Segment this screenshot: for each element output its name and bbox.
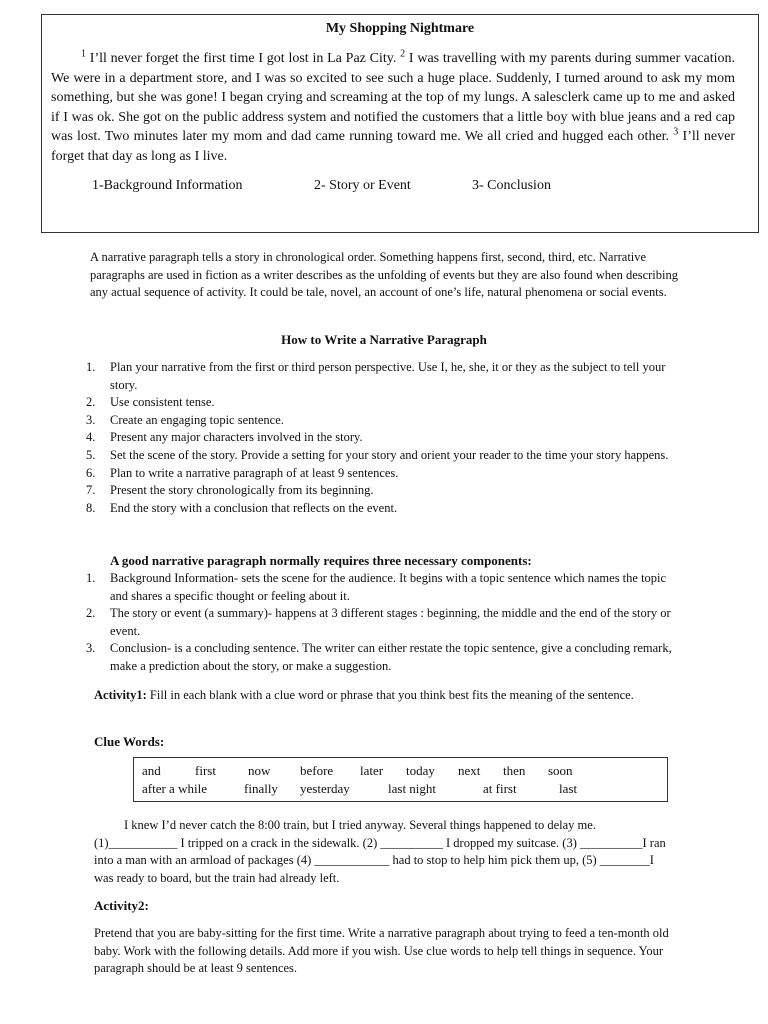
clue-word: at first [483,781,517,796]
sentence-number-3: 3 [673,126,679,138]
components-list [86,570,678,676]
list-item: 7. Present the story chronologically from its beginning. [86,483,374,498]
clue-word: last [559,781,578,796]
clue-word: finally [244,781,278,796]
clue-word: yesterday [300,781,350,796]
story-sentence-3: I’ll never forget that day as long as I live. [51,129,735,164]
part-label-conclusion: 3- Conclusion [472,178,551,193]
activity1-instruction: Activity1: Fill in each blank with a clue word or phrase that you think best fits the meaning of the sentence. [94,688,634,702]
how-to-heading: How to Write a Narrative Paragraph [281,332,487,347]
story-title: My Shopping Nightmare [325,21,475,36]
story-paragraph [51,49,735,167]
part-label-story: 2- Story or Event [314,178,411,193]
activity2-label: Activity2: [94,898,149,913]
story-sentence-1: I’ll never forget the first time I got lost in La Paz City. [86,51,401,66]
list-item: 8. End the story with a conclusion that reflects on the event. [86,500,398,515]
activity1-exercise: I knew I’d never catch the 8:00 train, but I tried anyway. Several things happened to delay me. (1)___________ I tripped on a crack in the sidewalk. (2) __________ I dropped my suitcase. (3) __________I ran into a man with an armload of packages (4) ____________ had to stop to help him pick them up, (5) ________I was ready to board, but the train had already left. [94,818,666,885]
clue-words-title: Clue Words: [94,734,165,749]
clue-word: later [360,763,384,778]
list-item: 2. Use consistent tense. [86,395,215,410]
list-item: 3. Conclusion- is a concluding sentence. The writer can either restate the topic sentence, give a concluding remark, make a prediction about the story, or make a suggestion. [86,641,672,673]
intro-paragraph: A narrative paragraph tells a story in chronological order. Something happens first, second, third, etc. Narrative paragraphs are used in fiction as a writer describes as the unfolding of events but they are also found when describing any actual sequence of activity. It could be tale, novel, an account of one’s life, natural phenomena or social events. [90,250,679,300]
part-label-background: 1-Background Information [92,178,243,193]
clue-word: now [248,763,271,778]
clue-word: first [195,763,216,778]
components-heading: A good narrative paragraph normally requires three necessary components: [110,553,532,568]
list-item: 1. Plan your narrative from the first or third person perspective. Use I, he, she, it or they as the subject to tell your story. [86,360,666,392]
list-item: 5. Set the scene of the story. Provide a setting for your story and orient your reader to the time your story happens. [86,447,669,462]
story-sentence-2: I was travelling with my parents during summer vacation. We were in a department store, and I was so excited to see such a huge place. Suddenly, I turned around to ask my mom something, but she was gone! I began crying and screaming at the top of my lungs. A salesclerk came up to me and asked if I was ok. She got on the public address system and notified the customers that a little boy with blue jeans and a red cap was lost. Two minutes later my mom and dad came running toward me. We all cried and hugged each other. [51,51,735,145]
sentence-number-2: 2 [400,48,406,60]
clue-word: last night [388,781,437,796]
steps-list [86,359,678,517]
sentence-number-1: 1 [81,48,86,60]
clue-word: next [458,763,481,778]
list-item: 4. Present any major characters involved in the story. [86,430,363,445]
list-item: 2. The story or event (a summary)- happens at 3 different stages : beginning, the middle and the end of the story or event. [86,606,671,638]
clue-word: and [142,763,161,778]
clue-word: soon [548,763,573,778]
list-item: 1. Background Information- sets the scene for the audience. It begins with a topic sentence which names the topic and shares a specific thought or feeling about it. [86,571,667,603]
clue-words-box [133,757,668,802]
activity2-instruction: Pretend that you are baby-sitting for the first time. Write a narrative paragraph about trying to feed a ten-month old baby. Work with the following details. Add more if you wish. Use clue words to help tell things in sequence. Your paragraph should be at least 9 sentences. [94,926,669,976]
clue-word: then [503,763,526,778]
clue-word: before [300,763,334,778]
activity1-label: Activity1: [94,688,147,702]
list-item: 3. Create an engaging topic sentence. [86,412,284,427]
story-box [41,14,759,233]
clue-word: today [406,763,435,778]
list-item: 6. Plan to write a narrative paragraph of at least 9 sentences. [86,465,399,480]
clue-word: after a while [142,781,207,796]
